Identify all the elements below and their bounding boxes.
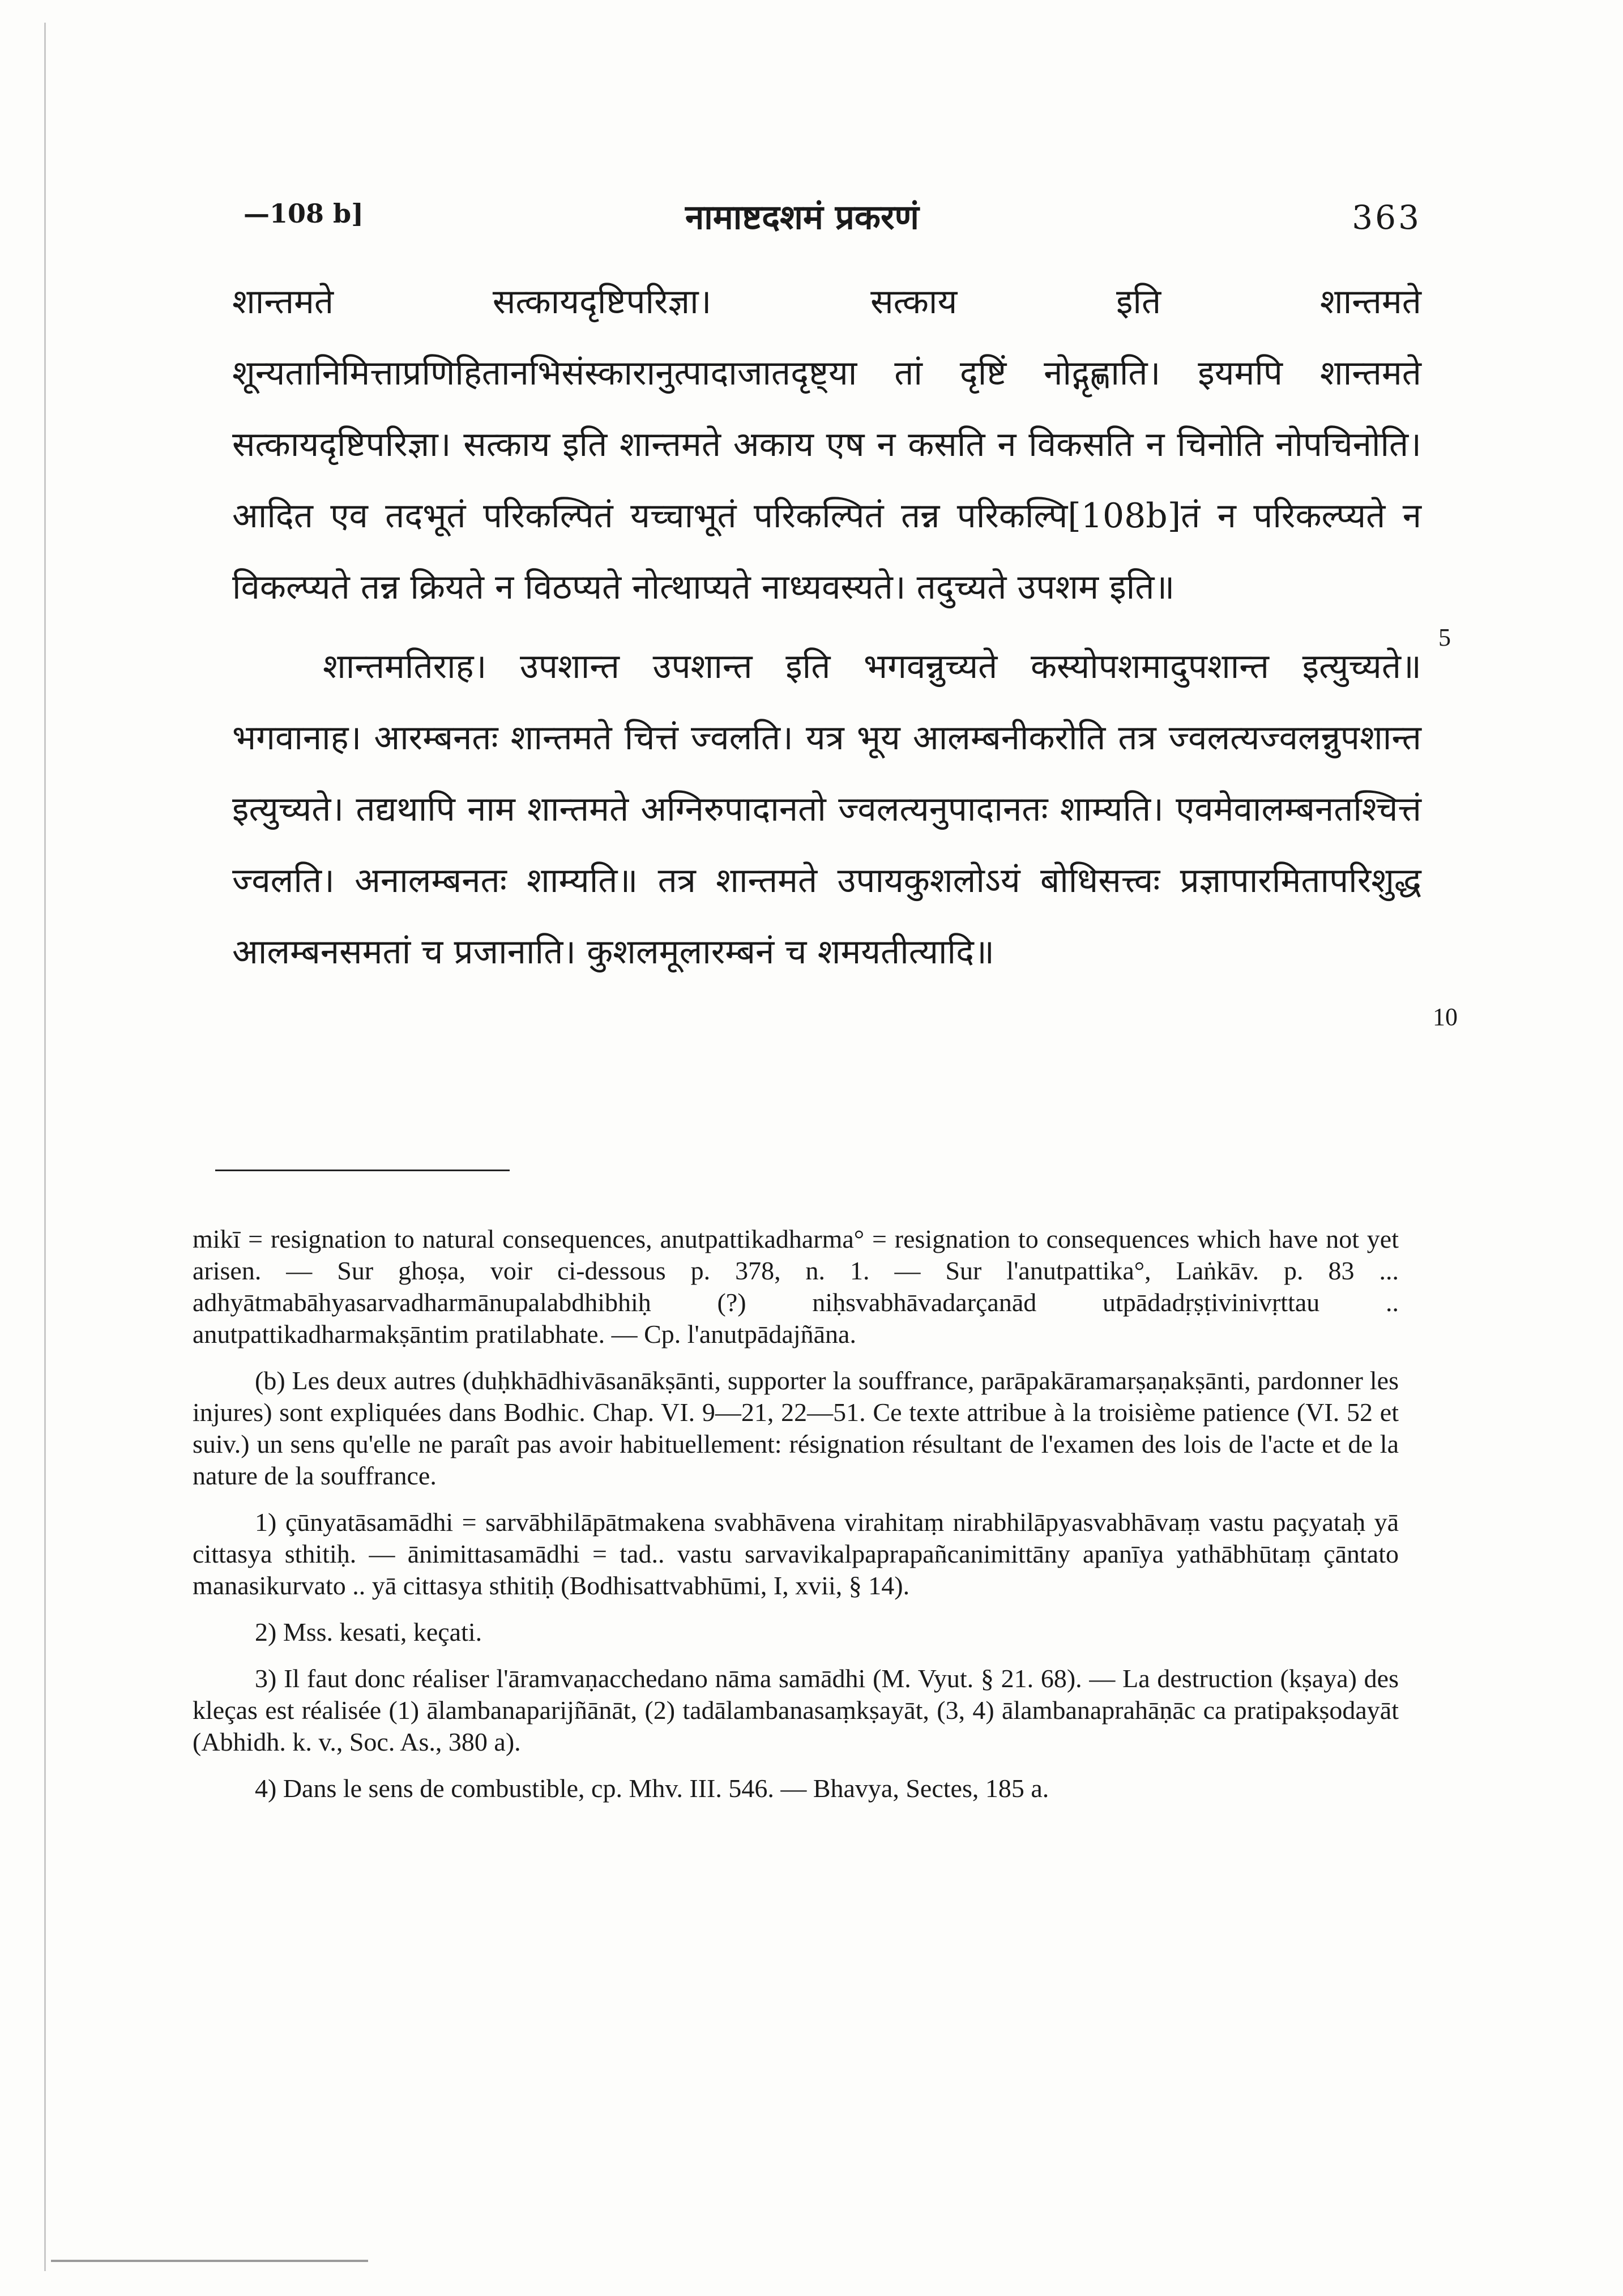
footnote-b: (b) Les deux autres (duḥkhādhivāsanākṣānti, supporter la souffrance, parāpakāramarṣaṇakṣānti, pardonner les injures) sont expliquées dans Bodhic. Chap. VI. 9—21, 22—51. Ce texte attribue à la troisième patience (VI. 52 et suiv.) un sens qu'elle ne paraît pas avoir habituellement: résignation résultant de l'examen des lois de l'acte et de la nature de la souffrance. <box>193 1366 1399 1490</box>
page-number: 363 <box>1352 198 1421 237</box>
footnote-3: 3) Il faut donc réaliser l'āramvaṇacchedano nāma samādhi (M. Vyut. § 21. 68). — La destruction (kṣaya) des kleças est réalisée (1) ālambanaparijñānāt, (2) tadālambanasaṃkṣayāt, (3, 4) ālambanaprahāṇāc ca pratipakṣodayāt (Abhidh. k. v., Soc. As., 380 a). <box>193 1664 1399 1756</box>
line-number-10: 10 <box>1433 1003 1458 1031</box>
running-header <box>244 187 1421 249</box>
scan-edge-line <box>44 23 46 2271</box>
line-number-5: 5 <box>1438 624 1451 651</box>
main-text <box>232 266 1421 988</box>
footnote-continued: mikī = resignation to natural consequences, anutpattikadharma° = resignation to consequences which have not yet arisen. — Sur ghoṣa, voir ci-dessous p. 378, n. 1. — Sur l'anutpattika°, Laṅkāv. p. 83 ... adhyātmabāhyasarvadharmānupalabdhibhiḥ (?) niḥsvabhāvadarçanād utpādadṛṣṭivinivṛttau .. anutpattikadharmakṣāntim pratilabhate. — Cp. l'anutpādajñāna. <box>193 1224 1399 1348</box>
footnotes <box>193 1223 1399 1819</box>
chapter-title: नामाष्टदशमं प्रकरणं <box>685 198 919 237</box>
scan-edge-bottom <box>51 2260 368 2262</box>
paragraph-2: शान्तमतिराह। उपशान्त उपशान्त इति भगवन्नुच्यते कस्योपशमादुपशान्त इत्युच्यते॥ भगवानाह। आरम्बनतः शान्तमते चित्तं ज्वलति। यत्र भूय आलम्बनीकरोति तत्र ज्वलत्यज्वलन्नुपशान्त इत्युच्यते। तद्यथापि नाम शान्तमते अग्निरुपादानतो ज्वलत्यनुपादानतः शाम्यति। एवमेवालम्बनतश्चित्तं ज्वलति। अनालम्बनतः शाम्यति॥ तत्र शान्तमते उपायकुशलोऽयं बोधिसत्त्वः प्रज्ञापारमितापरिशुद्ध आलम्बनसमतां च प्रजानाति। कुशलमूलारम्बनं च शमयतीत्यादि॥ <box>232 647 1421 972</box>
footnote-2: 2) Mss. kesati, keçati. <box>255 1618 482 1646</box>
footnote-4: 4) Dans le sens de combustible, cp. Mhv. III. 546. — Bhavya, Sectes, 185 a. <box>255 1774 1049 1803</box>
paragraph-1: शान्तमते सत्कायदृष्टिपरिज्ञा। सत्काय इति शान्तमते शून्यतानिमित्ताप्रणिहितानभिसंस्कारानुत्पादाजातदृष्ट्या तां दृष्टिं नोद्गृह्णाति। इयमपि शान्तमते सत्कायदृष्टिपरिज्ञा। सत्काय इति शान्तमते अकाय एष न कसति न विकसति न चिनोति नोपचिनोति। आदित एव तदभूतं परिकल्पितं यच्चाभूतं परिकल्पितं तन्न परिकल्पि[108b]तं न परिकल्प्यते न विकल्प्यते तन्न क्रियते न विठप्यते नोत्थाप्यते नाध्यवस्यते। तदुच्यते उपशम इति॥ <box>232 282 1421 607</box>
footnote-1: 1) çūnyatāsamādhi = sarvābhilāpātmakena svabhāvena virahitaṃ nirabhilāpyasvabhāvaṃ vastu paçyataḥ yā cittasya sthitiḥ. — ānimittasamādhi = tad.. vastu sarvavikalpaprapañcanimittāny apanīya yathābhūtaṃ çāntato manasikurvato .. yā cittasya sthitiḥ (Bodhisattvabhūmi, I, xvii, § 14). <box>193 1508 1399 1600</box>
footnote-rule <box>215 1170 510 1171</box>
folio-reference: —108 b] <box>244 198 364 229</box>
